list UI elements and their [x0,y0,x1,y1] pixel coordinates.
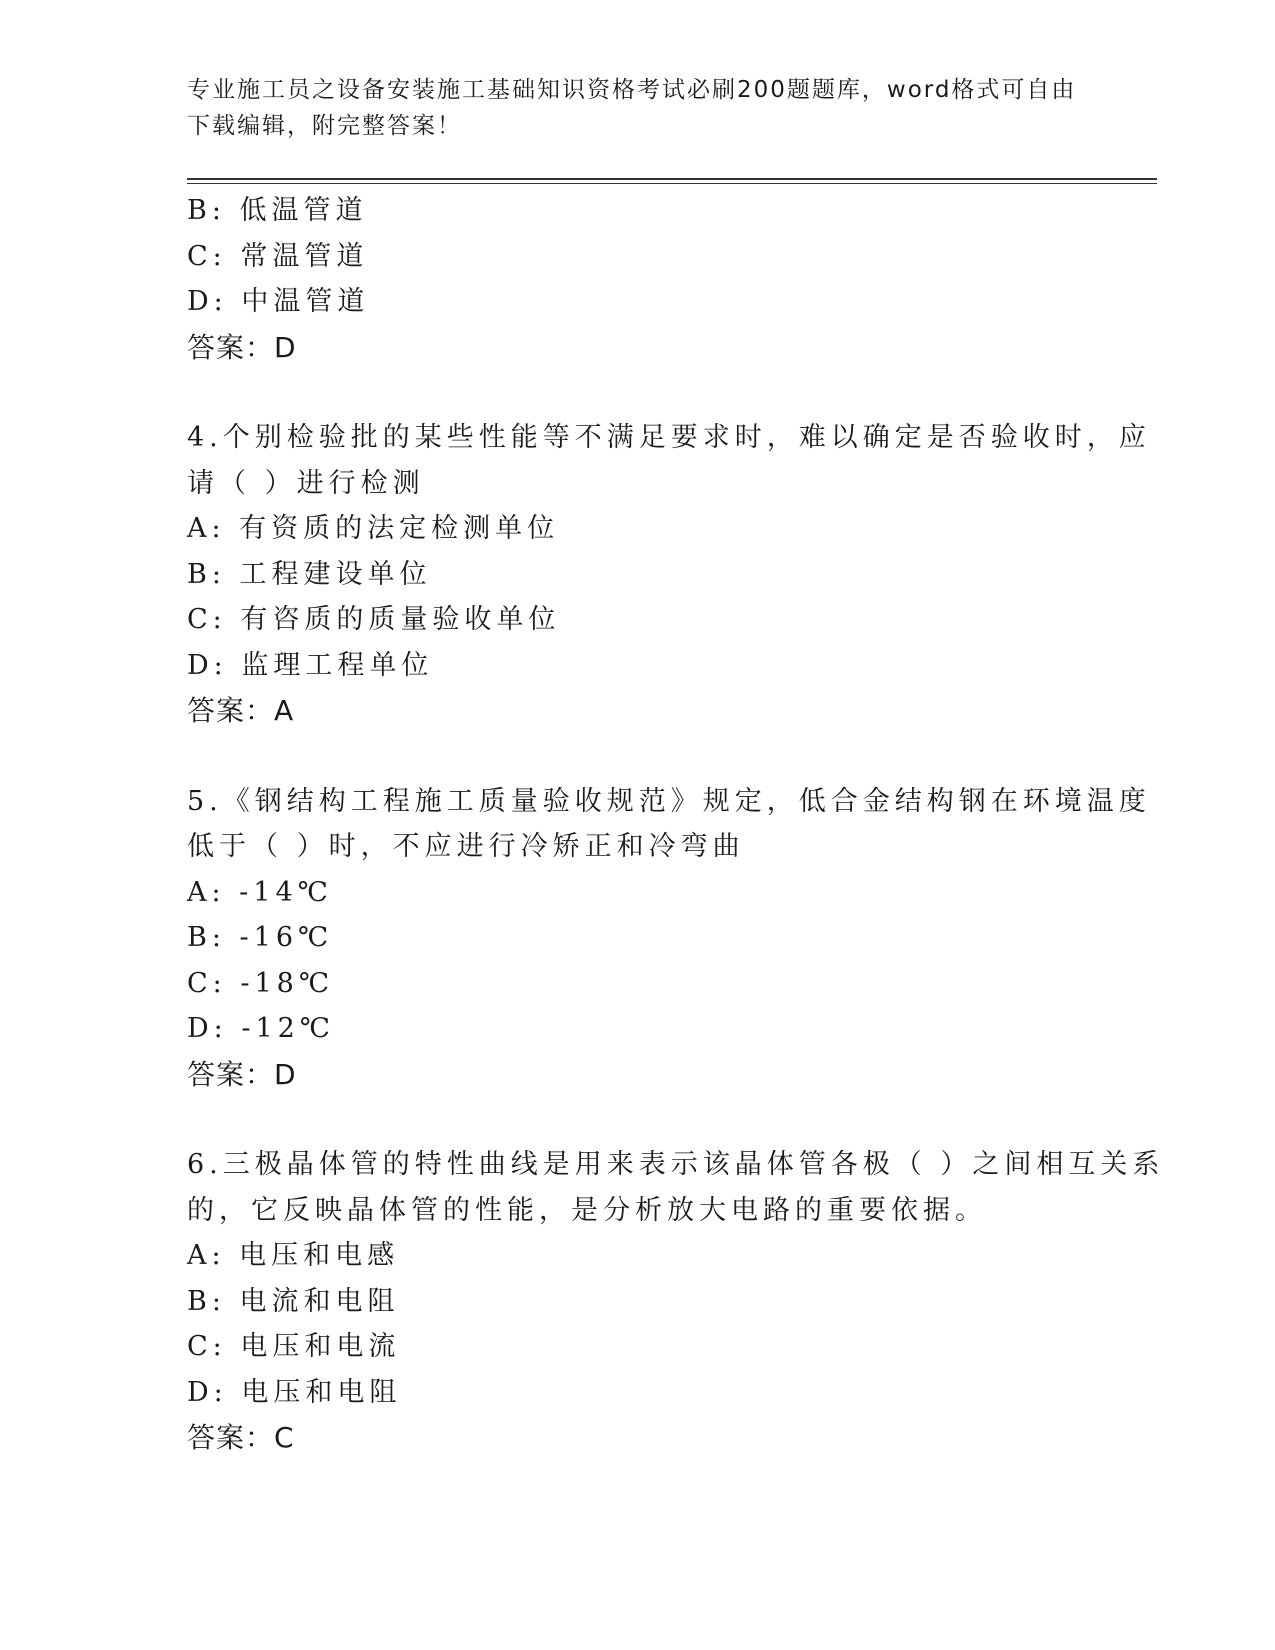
answer-line: 答案：D [187,1057,297,1091]
header-divider-thin [187,183,1157,184]
question-stem-line: 4.个别检验批的某些性能等不满足要求时，难以确定是否验收时，应 [187,422,1151,453]
option-c: C: 有咨质的质量验收单位 [187,604,561,635]
page-header-title: 专业施工员之设备安装施工基础知识资格考试必刷200题题库，word格式可自由下载编辑，附完整答案！ [187,77,1077,139]
option-b: B: 低温管道 [187,195,368,226]
spacer [187,1097,1087,1142]
answer-line: 答案：D [187,330,297,364]
option-d: D: -12℃ [187,1013,336,1044]
question-3-tail [187,188,1087,370]
question-stem-line: 的，它反映晶体管的性能，是分析放大电路的重要依据。 [187,1194,987,1226]
answer-line: 答案：A [187,694,295,727]
option-d: D: 电压和电阻 [187,1376,402,1408]
question-stem-line: 请（ ）进行检测 [187,467,425,499]
option-c: C: -18℃ [187,967,335,999]
option-b: B: 工程建设单位 [187,558,432,590]
question-stem-line: 5.《钢结构工程施工质量验收规范》规定，低合金结构钢在环境温度 [187,785,1151,817]
option-d: D: 监理工程单位 [187,649,434,681]
question-stem-line: 低于（ ）时，不应进行冷矫正和冷弯曲 [187,831,745,862]
option-a: A: 有资质的法定检测单位 [187,513,560,544]
option-b: B: -16℃ [187,922,334,953]
option-a: A: -14℃ [187,876,333,908]
option-c: C: 电压和电流 [187,1331,401,1362]
option-a: A: 电压和电感 [187,1240,400,1271]
question-4 [187,415,1151,734]
question-5 [187,779,1151,1098]
option-c: C: 常温管道 [187,240,369,272]
question-6 [187,1142,1165,1461]
spacer [187,370,1087,415]
option-b: B: 电流和电阻 [187,1285,400,1317]
spacer [187,734,1087,779]
option-d: D: 中温管道 [187,286,370,317]
question-stem-line: 6.三极晶体管的特性曲线是用来表示该晶体管各极（ ）之间相互关系 [187,1149,1165,1180]
answer-line: 答案：C [187,1421,295,1454]
question-list [187,188,1165,1461]
header-divider-thick [187,178,1157,180]
